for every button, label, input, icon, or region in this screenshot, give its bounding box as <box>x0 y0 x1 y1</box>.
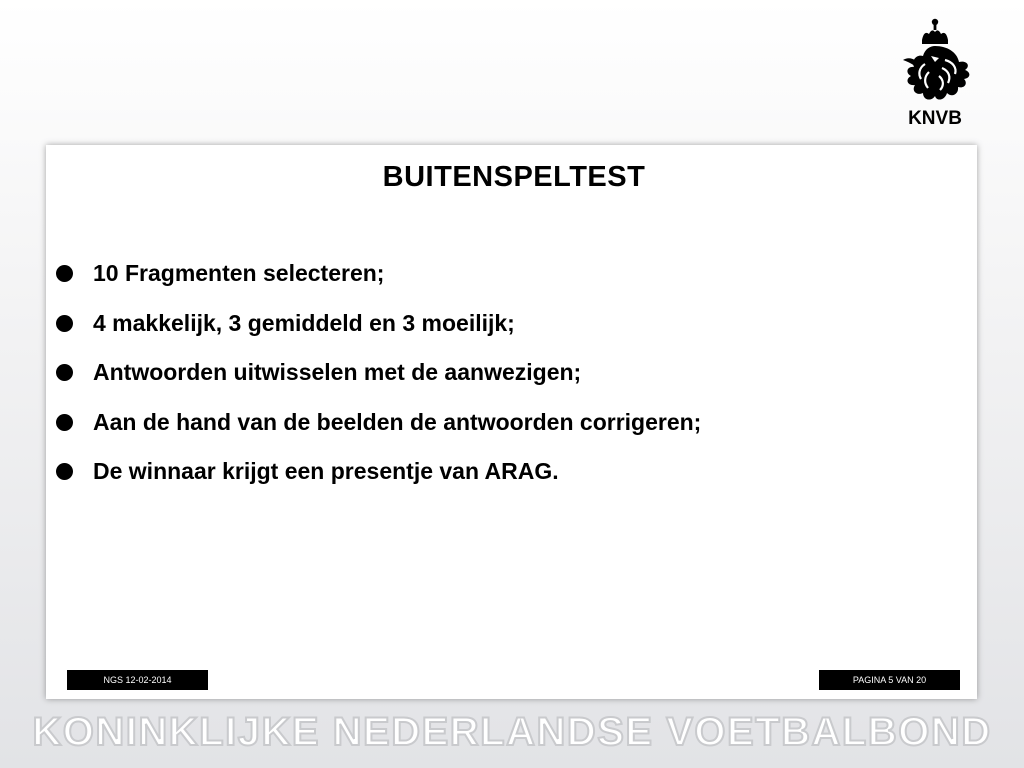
bullet-dot-icon <box>56 463 73 480</box>
bullet-text: Antwoorden uitwisselen met de aanwezigen; <box>93 359 582 386</box>
bullet-dot-icon <box>56 315 73 332</box>
knvb-logo-text: KNVB <box>908 108 962 129</box>
bullet-dot-icon <box>56 414 73 431</box>
brand-banner: KONINKLIJKE NEDERLANDSE VOETBALBOND <box>32 710 992 754</box>
bullet-item <box>56 299 701 349</box>
bullet-text: De winnaar krijgt een presentje van ARAG. <box>93 458 559 485</box>
bullet-text: 10 Fragmenten selecteren; <box>93 260 385 287</box>
bullet-item <box>56 447 701 497</box>
bullet-text: Aan de hand van de beelden de antwoorden corrigeren; <box>93 408 702 435</box>
bullet-dot-icon <box>56 265 73 282</box>
slide-title: BUITENSPELTEST <box>382 161 646 193</box>
lion-crest-icon <box>895 16 975 108</box>
bullet-item <box>56 249 701 299</box>
content-panel <box>46 145 977 699</box>
bullet-item <box>56 398 701 448</box>
bullet-list <box>56 249 701 497</box>
bullet-dot-icon <box>56 364 73 381</box>
bullet-item <box>56 348 701 398</box>
footer-page-tag: PAGINA 5 VAN 20 <box>819 670 960 690</box>
bullet-text: 4 makkelijk, 3 gemiddeld en 3 moeilijk; <box>93 309 515 336</box>
footer-date-tag: NGS 12-02-2014 <box>67 670 208 690</box>
knvb-logo <box>895 16 975 132</box>
